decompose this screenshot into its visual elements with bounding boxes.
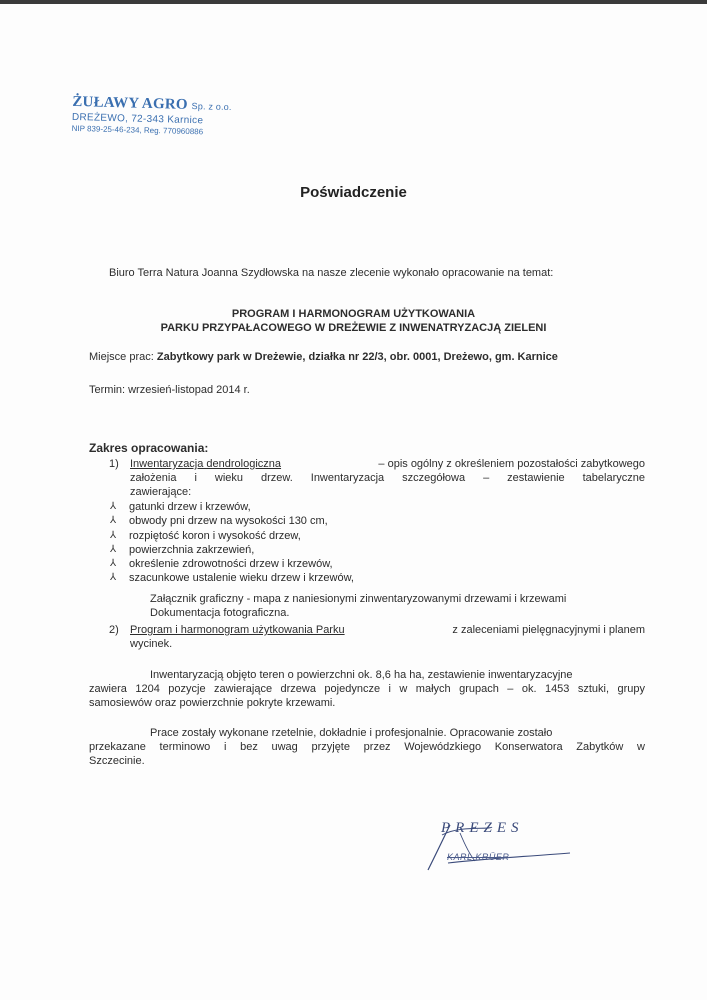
bullet-icon: ⅄ — [110, 543, 117, 555]
bullet-icon: ⅄ — [110, 515, 117, 527]
quality-paragraph-line-3: Szczecinie. — [89, 755, 145, 767]
bullet-text: określenie zdrowotności drzew i krzewów, — [129, 558, 333, 571]
bullet-icon: ⅄ — [110, 529, 117, 541]
scope-heading: Zakres opracowania: — [89, 441, 209, 455]
list-item — [110, 543, 354, 557]
scope-item-1-line-3: zawierające: — [130, 486, 192, 498]
area-paragraph-line-2: zawiera 1204 pozycje zawierające drzewa pojedyncze i w małych grupach – ok. 1453 sztuki, grupy — [89, 683, 645, 695]
quality-paragraph-line-1: Prace zostały wykonane rzetelnie, dokładnie i profesjonalnie. Opracowanie zostało — [150, 727, 553, 739]
scope-item-1-line-1 — [130, 457, 645, 471]
bullet-icon: ⅄ — [110, 501, 117, 512]
scope-item-2-line-1 — [130, 623, 645, 637]
scope-item-2-title: Program i harmonogram użytkowania Parku — [130, 624, 345, 636]
list-item — [110, 500, 354, 514]
place-value: Zabytkowy park w Dreżewie, działka nr 22/3, obr. 0001, Dreżewo, gm. Karnice — [156, 351, 558, 363]
scope-item-1-line-2: założenia i wieku drzew. Inwentaryzacja szczegółowa – zestawienie tabelaryczne — [130, 472, 645, 484]
scope-item-2-line-2: wycinek. — [130, 638, 173, 650]
bullet-text: szacunkowe ustalenie wieku drzew i krzewów, — [129, 572, 354, 585]
area-paragraph-line-3: samosiewów oraz powierzchnie pokryte krzewami. — [89, 697, 336, 709]
bullet-icon: ⅄ — [110, 572, 117, 584]
scan-top-edge — [0, 0, 707, 4]
signature-title: PREZES — [441, 820, 524, 836]
stamp-address: DREŻEWO, 72-343 Karnice — [71, 111, 204, 127]
stamp-company-suffix: Sp. z o.o. — [191, 101, 232, 113]
scope-bullet-list — [110, 500, 354, 586]
stamp-ids: NIP 839-25-46-234, Reg. 770960886 — [71, 123, 204, 137]
bullet-text: gatunki drzew i krzewów, — [129, 501, 251, 513]
attachment-text: Załącznik graficzny - mapa z naniesionymi zinwentaryzowanymi drzewami i krzewami — [150, 593, 567, 605]
bullet-text: rozpiętość koron i wysokość drzew, — [129, 529, 301, 542]
quality-paragraph-line-2: przekazane terminowo i bez uwag przyjęte przez Wojewódzkiego Konserwatora Zabytków w — [89, 741, 645, 753]
bullet-text: obwody pni drzew na wysokości 130 cm, — [129, 515, 328, 528]
list-item — [110, 529, 354, 543]
company-stamp — [72, 94, 232, 137]
list-item — [110, 557, 354, 571]
scope-item-1-number: 1) — [109, 458, 119, 470]
area-paragraph-line-1: Inwentaryzacją objęto teren o powierzchni ok. 8,6 ha ha, zestawienie inwentaryzacyjne — [150, 669, 573, 681]
list-item — [110, 514, 354, 528]
scope-item-1-title: Inwentaryzacja dendrologiczna — [130, 458, 282, 470]
term-line: Termin: wrzesień-listopad 2014 r. — [89, 384, 250, 396]
document-title: Poświadczenie — [300, 184, 407, 201]
photo-documentation-text: Dokumentacja fotograficzna. — [150, 607, 290, 619]
signature-name: KARL KRÜER — [447, 852, 510, 862]
stamp-company-name: ŻUŁAWY AGRO — [72, 93, 188, 113]
intro-text: Biuro Terra Natura Joanna Szydłowska na nasze zlecenie wykonało opracowanie na temat: — [109, 267, 554, 279]
scope-item-1-description: – opis ogólny z określeniem pozostałości zabytkowego — [378, 458, 645, 470]
bullet-icon: ⅄ — [110, 558, 117, 570]
subject-line-2: PARKU PRZYPAŁACOWEGO W DREŻEWIE Z INWENATRYZACJĄ ZIELENI — [160, 322, 547, 334]
scope-item-2-number: 2) — [109, 624, 119, 636]
bullet-text: powierzchnia zakrzewień, — [129, 543, 255, 556]
scope-item-2-description: z zaleceniami pielęgnacyjnymi i planem — [452, 624, 645, 636]
place-label: Miejsce prac: — [89, 351, 154, 363]
place-line — [89, 350, 558, 364]
list-item — [110, 571, 354, 585]
subject-line-1: PROGRAM I HARMONOGRAM UŻYTKOWANIA — [231, 308, 476, 320]
